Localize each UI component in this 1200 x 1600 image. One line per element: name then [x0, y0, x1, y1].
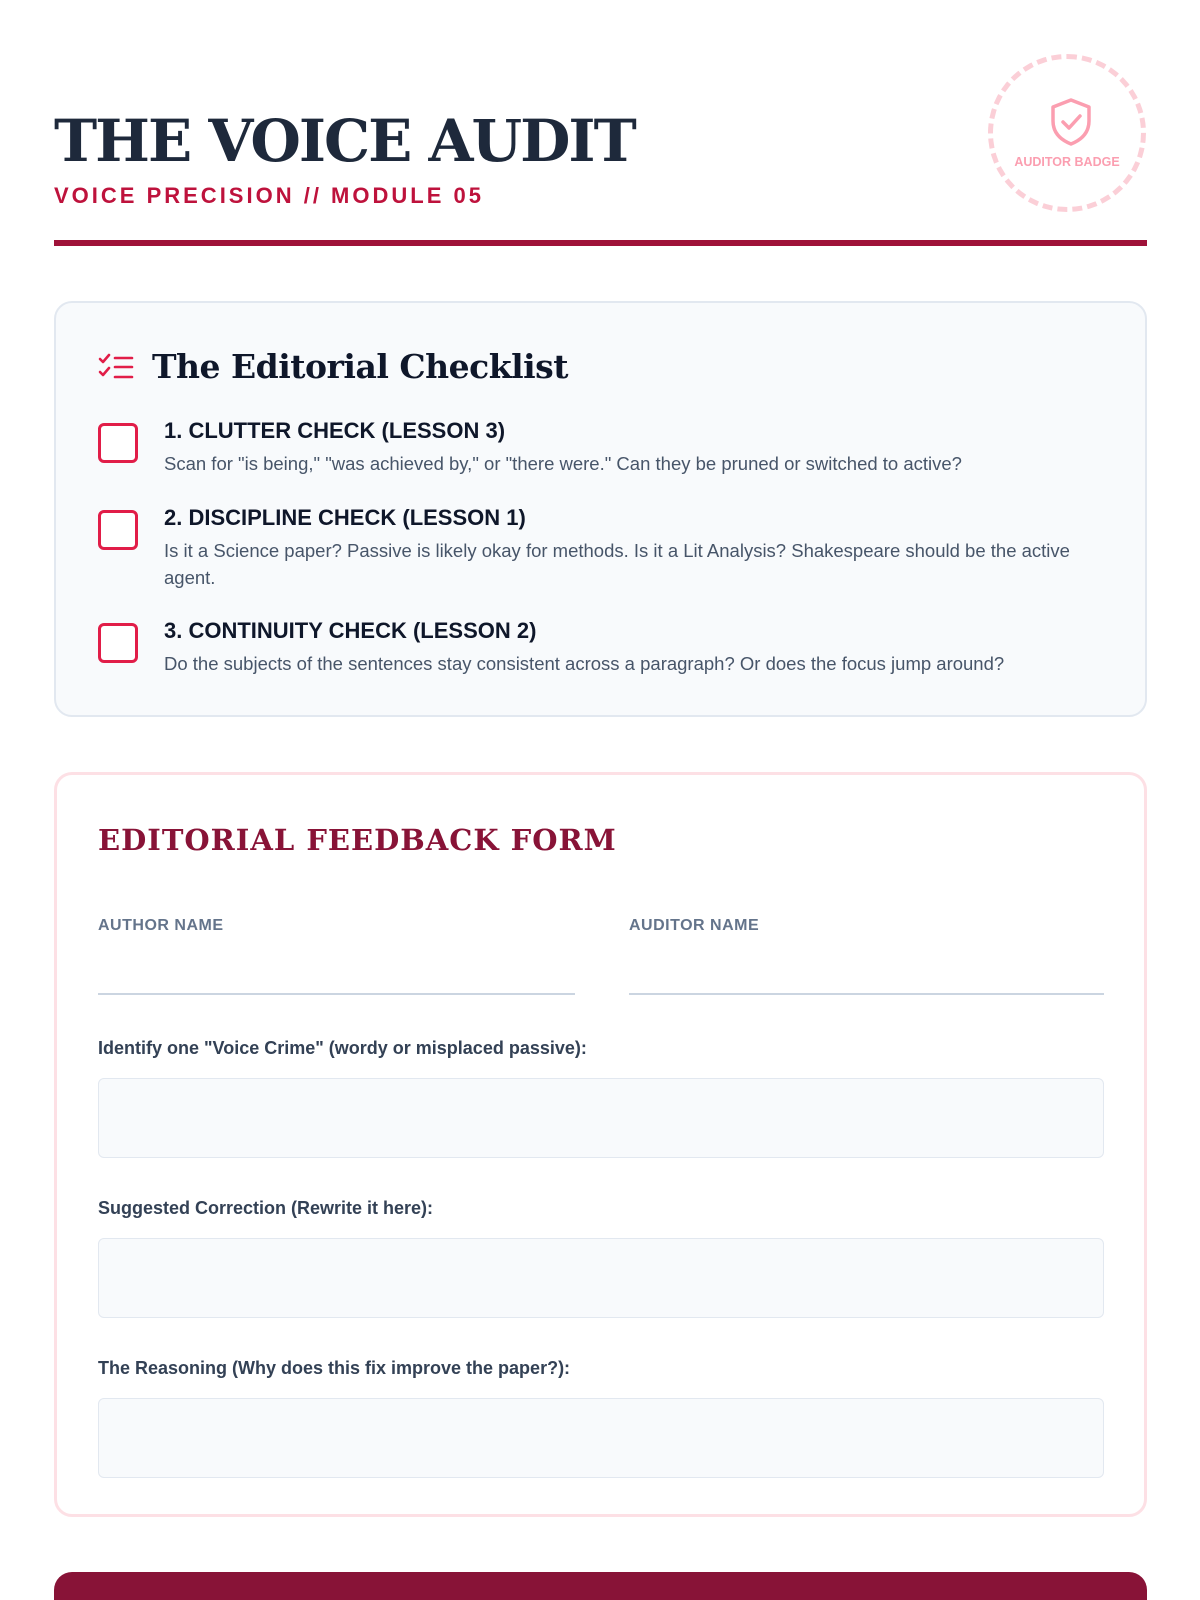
page-title: THE VOICE AUDIT — [54, 107, 635, 175]
author-name-input[interactable] — [98, 947, 575, 995]
auditor-name-input[interactable] — [629, 947, 1104, 995]
shield-check-icon — [1049, 97, 1093, 147]
voice-crime-input[interactable] — [98, 1078, 1104, 1158]
author-name-label: AUTHOR NAME — [98, 917, 224, 934]
form-title: EDITORIAL FEEDBACK FORM — [98, 823, 617, 857]
editorial-feedback-form — [54, 772, 1147, 1517]
reasoning-label: The Reasoning (Why does this fix improve the paper?): — [98, 1358, 571, 1378]
checklist-item-title: 2. DISCIPLINE CHECK (LESSON 1) — [164, 505, 526, 530]
auditor-name-label: AUDITOR NAME — [629, 917, 760, 934]
header-divider — [54, 240, 1147, 246]
footer-banner — [54, 1572, 1147, 1600]
suggested-correction-input[interactable] — [98, 1238, 1104, 1318]
page-subtitle: VOICE PRECISION // MODULE 05 — [54, 183, 484, 208]
checklist-item-description: Do the subjects of the sentences stay consistent across a paragraph? Or does the focus jump around? — [164, 653, 1005, 674]
checklist-item-description: Is it a Science paper? Passive is likely okay for methods. Is it a Lit Analysis? Shakespeare should be the active agent. — [164, 540, 1070, 588]
reasoning-input[interactable] — [98, 1398, 1104, 1478]
voice-crime-label: Identify one "Voice Crime" (wordy or misplaced passive): — [98, 1038, 587, 1058]
auditor-badge — [988, 54, 1146, 212]
checklist-checkbox[interactable] — [98, 510, 138, 550]
checklist-icon — [98, 353, 134, 383]
checklist-checkbox[interactable] — [98, 423, 138, 463]
auditor-badge-label: AUDITOR BADGE — [1014, 155, 1120, 169]
checklist-title: The Editorial Checklist — [152, 347, 568, 386]
checklist-item-title: 3. CONTINUITY CHECK (LESSON 2) — [164, 618, 537, 643]
editorial-checklist — [54, 301, 1147, 717]
checklist-item-description: Scan for "is being," "was achieved by," or "there were." Can they be pruned or switched to active? — [164, 453, 962, 474]
page-header — [54, 0, 1147, 248]
checklist-checkbox[interactable] — [98, 623, 138, 663]
checklist-item-title: 1. CLUTTER CHECK (LESSON 3) — [164, 418, 506, 443]
suggested-correction-label: Suggested Correction (Rewrite it here): — [98, 1198, 434, 1218]
